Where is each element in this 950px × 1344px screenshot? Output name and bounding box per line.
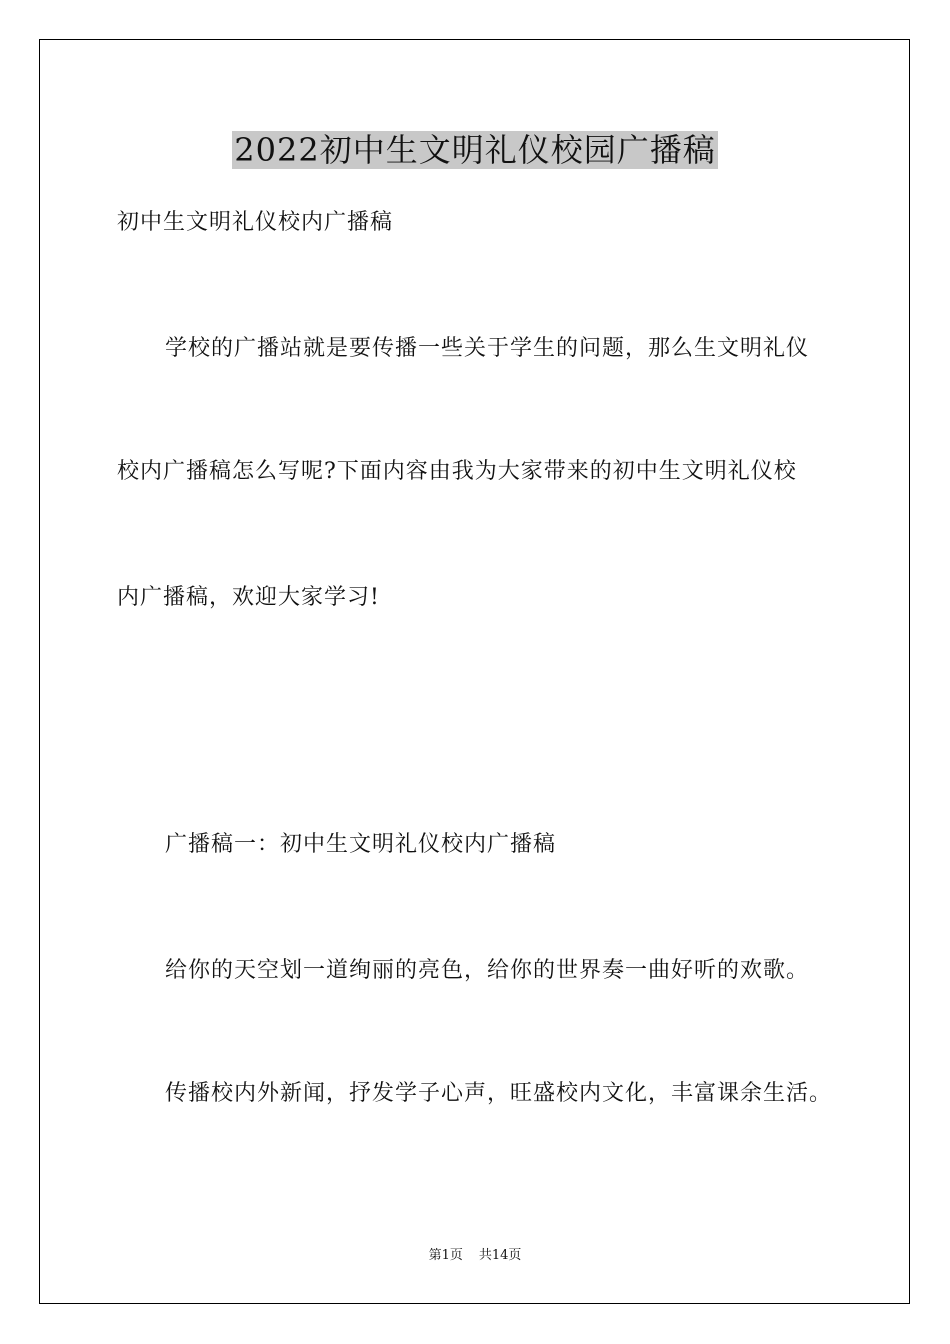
page-number: 第1页: [428, 1248, 463, 1263]
subtitle-line: 初中生文明礼仪校内广播稿: [117, 210, 394, 235]
paragraph-line-3: 内广播稿，欢迎大家学习!: [117, 585, 380, 610]
paragraph-line-5: 传播校内外新闻，抒发学子心声，旺盛校内文化，丰富课余生活。: [165, 1081, 833, 1106]
paragraph-line-2: 校内广播稿怎么写呢?下面内容由我为大家带来的初中生文明礼仪校: [117, 459, 797, 484]
section-heading: 广播稿一：初中生文明礼仪校内广播稿: [165, 832, 557, 857]
document-title-text: 2022初中生文明礼仪校园广播稿: [234, 131, 716, 169]
page-footer: [0, 1246, 950, 1266]
page-total: 共14页: [478, 1248, 522, 1263]
paragraph-line-4: 给你的天空划一道绚丽的亮色，给你的世界奏一曲好听的欢歌。: [165, 958, 810, 983]
paragraph-line-1: 学校的广播站就是要传播一些关于学生的问题，那么生文明礼仪: [165, 336, 810, 361]
document-title: [0, 126, 950, 174]
